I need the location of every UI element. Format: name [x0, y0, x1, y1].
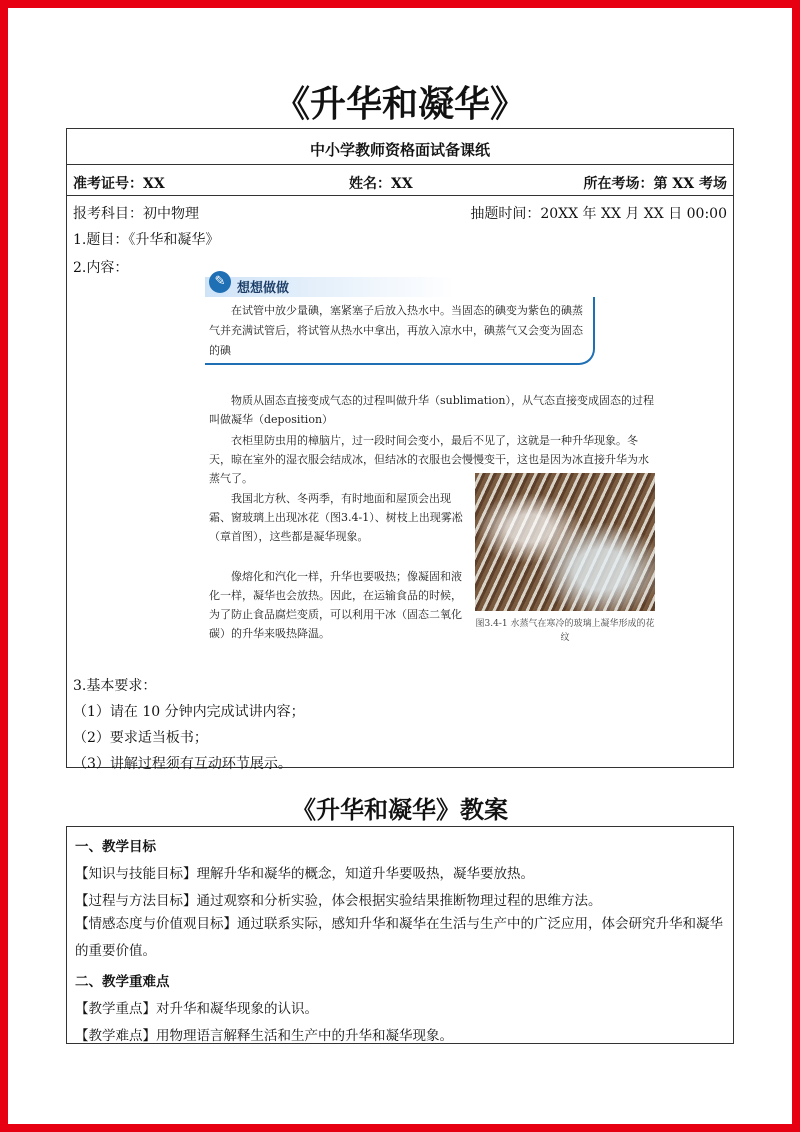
candidate-name: 姓名：XX: [349, 176, 413, 192]
divider: [67, 164, 733, 165]
divider: [67, 195, 733, 196]
requirement-item: （2）要求适当板书；: [73, 730, 208, 746]
figure-caption: 图3.4-1 水蒸气在寒冷的玻璃上凝华形成的花纹: [475, 619, 655, 643]
content-label: 2.内容：: [73, 260, 129, 276]
think-and-do-box: [205, 271, 595, 367]
paragraph-deposition: 我国北方秋、冬两季，有时地面和屋顶会出现霜、窗玻璃上出现冰花（图3.4-1）、树枝上出现雾凇（章首图），这些都是凝华现象。: [209, 492, 463, 543]
topic: 1.题目：《升华和凝华》: [73, 232, 220, 248]
think-title: 想想做做: [237, 281, 290, 296]
exam-number: 准考证号：XX: [73, 176, 165, 192]
frost-pattern-image: [475, 473, 655, 611]
lesson-plan-box: [66, 826, 734, 1044]
objective-knowledge: 【知识与技能目标】理解升华和凝华的概念，知道升华要吸热，凝华要放热。: [75, 866, 534, 882]
wrench-icon: ✎: [209, 271, 231, 293]
teaching-focus: 【教学重点】对升华和凝华现象的认识。: [75, 1001, 318, 1017]
objective-emotion: 【情感态度与价值观目标】通过联系实际，感知升华和凝华在生活与生产中的广泛应用，体会研究升华和凝华的重要价值。: [75, 916, 723, 959]
page-title: 《升华和凝华》: [273, 83, 526, 125]
paragraph-sublimation: 衣柜里防虫用的樟脑片，过一段时间会变小，最后不见了，这就是一种升华现象。冬天，晾在室外的湿衣服会结成冰，但结冰的衣服也会慢慢变干，这也是因为冰直接升华为水蒸气了。: [209, 434, 649, 485]
prep-form: [66, 128, 734, 772]
lesson-plan-title: 《升华和凝华》教案: [292, 795, 508, 824]
exam-subject: 报考科目：初中物理: [73, 206, 199, 222]
draw-time: 抽题时间：20XX 年 XX 月 XX 日 00:00: [470, 206, 727, 222]
requirement-item: （3）讲解过程须有互动环节展示。: [73, 756, 292, 772]
section-objectives: 一、教学目标: [75, 839, 156, 855]
objective-process: 【过程与方法目标】通过观察和分析实验，体会根据实验结果推断物理过程的思维方法。: [75, 893, 602, 909]
think-text: 在试管中放少量碘，塞紧塞子后放入热水中。当固态的碘变为紫色的碘蒸气并充满试管后，将试管从热水中拿出，再放入凉水中，碘蒸气又会变为固态的碘: [209, 304, 583, 357]
requirements-label: 3.基本要求：: [73, 678, 157, 694]
textbook-excerpt: [205, 271, 655, 655]
form-heading: 中小学教师资格面试备课纸: [309, 141, 490, 159]
section-key-points: 二、教学重难点: [75, 974, 170, 990]
teaching-difficulty: 【教学难点】用物理语言解释生活和生产中的升华和凝华现象。: [75, 1028, 453, 1044]
exam-location: 所在考场：第 XX 考场: [583, 176, 727, 192]
requirement-item: （1）请在 10 分钟内完成试讲内容；: [73, 704, 305, 720]
paragraph-definition: 物质从固态直接变成气态的过程叫做升华（sublimation），从气态直接变成固态的过程叫做凝华（deposition）: [209, 394, 654, 426]
paragraph-heat: 像熔化和汽化一样，升华也要吸热；像凝固和液化一样，凝华也会放热。因此，在运输食品的时候，为了防止食品腐烂变质，可以利用干冰（固态二氧化碳）的升华来吸热降温。: [209, 570, 462, 640]
